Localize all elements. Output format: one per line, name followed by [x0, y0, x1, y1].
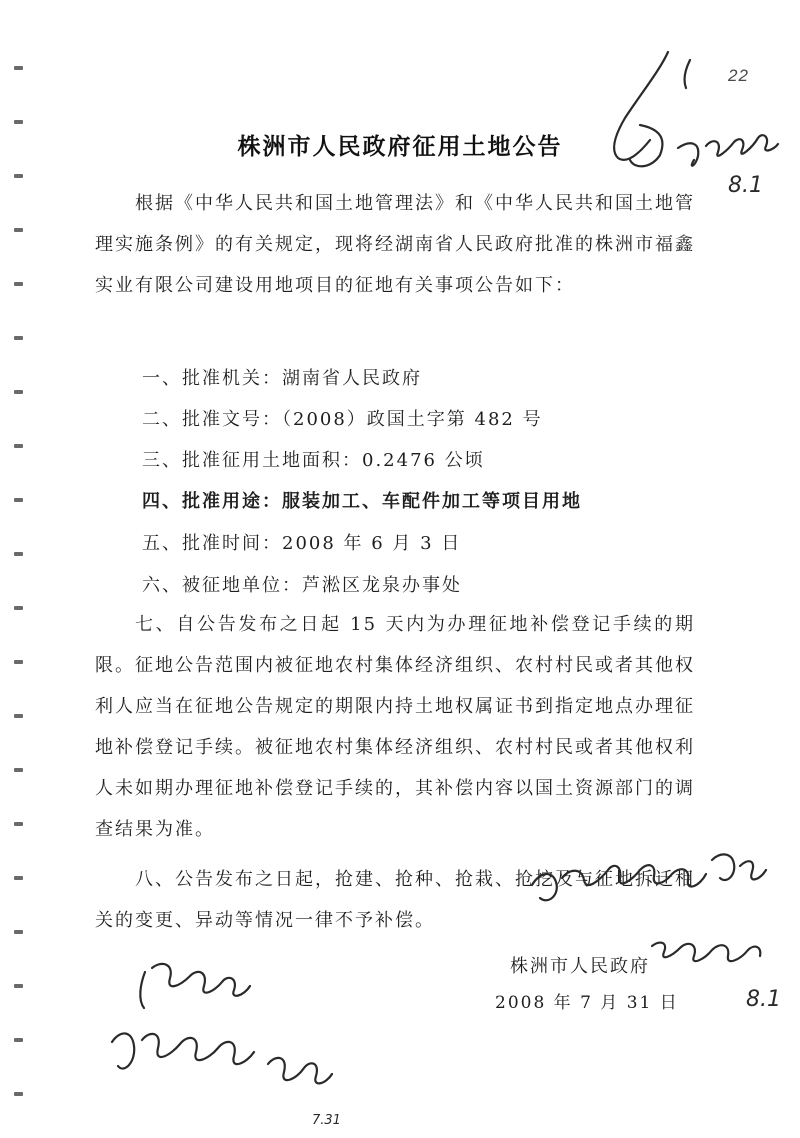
- page-number: 22: [728, 66, 749, 85]
- binding-mark: [14, 1038, 23, 1042]
- binding-mark: [14, 552, 23, 556]
- binding-mark: [14, 498, 23, 502]
- item-land-area: 三、批准征用土地面积：0.2476 公顷: [142, 450, 485, 471]
- binding-mark: [14, 606, 23, 610]
- binding-mark: [14, 876, 23, 880]
- binding-mark: [14, 336, 23, 340]
- binding-mark: [14, 120, 23, 124]
- handwritten-date-right: 8.1: [746, 987, 781, 1012]
- item-approval-authority: 一、批准机关：湖南省人民政府: [142, 368, 422, 389]
- binding-mark: [14, 930, 23, 934]
- handwritten-signature-bottom: [112, 1033, 254, 1068]
- handwritten-date-bottom: 7.31: [312, 1113, 341, 1128]
- binding-mark: [14, 66, 23, 70]
- item-approved-use: 四、批准用途：服装加工、车配件加工等项目用地: [142, 491, 582, 512]
- binding-mark: [14, 660, 23, 664]
- handwritten-signature-bottom: [268, 1058, 332, 1084]
- binding-mark: [14, 282, 23, 286]
- binding-mark: [14, 768, 23, 772]
- document-title: 株洲市人民政府征用土地公告: [237, 133, 563, 160]
- signature-organization: 株洲市人民政府: [510, 956, 650, 977]
- paragraph-seven: 七、自公告发布之日起 15 天内为办理征地补偿登记手续的期限。征地公告范围内被征地农村集体经济组织、农村村民或者其他权利人应当在征地公告规定的期限内持土地权属证书到指定地点办理征地补偿登记手续。被征地农村集体经济组织、农村村民或者其他权利人未如期办理征地补偿登记手续的，其补偿内容以国土资源部门的调查结果为准。: [95, 614, 695, 840]
- binding-mark: [14, 984, 23, 988]
- handwritten-signature-right: [652, 943, 760, 962]
- item-expropriated-unit: 六、被征地单位：芦淞区龙泉办事处: [142, 575, 462, 596]
- binding-mark: [14, 228, 23, 232]
- item-approval-date: 五、批准时间：2008 年 6 月 3 日: [142, 533, 462, 554]
- handwritten-signature-right: [712, 854, 766, 880]
- binding-mark: [14, 714, 23, 718]
- binding-mark: [14, 390, 23, 394]
- handwritten-signature-bottom: [140, 964, 250, 1008]
- binding-mark: [14, 444, 23, 448]
- signature-date: 2008 年 7 月 31 日: [495, 993, 679, 1013]
- binding-mark: [14, 174, 23, 178]
- binding-mark: [14, 822, 23, 826]
- handwritten-date-top: 8.1: [728, 173, 763, 198]
- paragraph-eight: 八、公告发布之日起，抢建、抢种、抢栽、抢挖及与征地拆迁相关的变更、异动等情况一律不予补偿。: [95, 869, 695, 931]
- binding-mark: [14, 1092, 23, 1096]
- intro-paragraph: 根据《中华人民共和国土地管理法》和《中华人民共和国土地管理实施条例》的有关规定，现将经湖南省人民政府批准的株洲市福鑫实业有限公司建设用地项目的征地有关事项公告如下：: [95, 193, 695, 296]
- item-approval-number: 二、批准文号：（2008）政国土字第 482 号: [142, 409, 543, 430]
